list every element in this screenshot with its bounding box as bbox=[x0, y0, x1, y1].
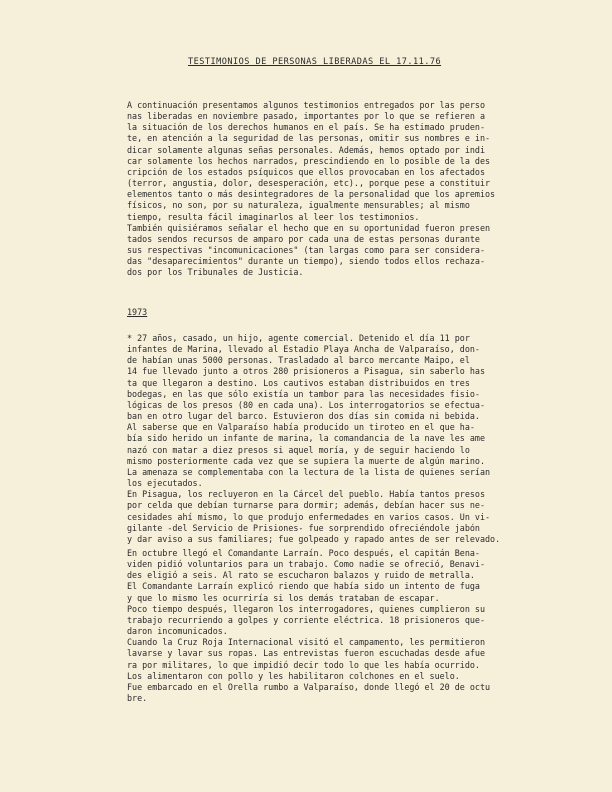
testimony-line: y dar aviso a sus familiares; fue golpeado y rapado antes de ser relevado. bbox=[127, 533, 501, 544]
testimony-line: bía sido herido un infante de marina, la comandancia de la nave les ame bbox=[127, 433, 485, 444]
testimony-line: En octubre llegó el Comandante Larraín. Poco después, el capitán Bena- bbox=[127, 547, 480, 558]
intro-line: nas liberadas en noviembre pasado, importantes por lo que se refieren a bbox=[127, 111, 485, 122]
intro-line: tados sendos recursos de amparo por cada una de estas personas durante bbox=[127, 233, 480, 244]
testimony-line: lavarse y lavar sus ropas. Las entrevistas fueron escuchadas desde afue bbox=[127, 648, 485, 659]
testimony-line: por celda que debían turnarse para dormir; además, debían hacer sus ne- bbox=[127, 500, 485, 511]
intro-line: (terror, angustia, dolor, desesperación, etc)., porque pese a constituir bbox=[127, 178, 491, 189]
testimony-line: Los alimentaron con pollo y les habilitaron colchones en el suelo. bbox=[127, 670, 460, 681]
testimony-line: bre. bbox=[127, 693, 148, 703]
intro-paragraph bbox=[127, 100, 557, 279]
testimony-line: gilante -del Servicio de Prisiones- fue sorprendido ofreciéndole jabón bbox=[127, 522, 480, 533]
testimony-line: cesidades ahí mismo, lo que produjo enfermedades en varios casos. Un vi- bbox=[127, 511, 491, 522]
testimony-line: 14 fue llevado junto a otros 280 prisioneros a Pisagua, sin saberlo has bbox=[127, 366, 485, 377]
testimony-line: de habían unas 5000 personas. Trasladado al barco mercante Maipo, el bbox=[127, 355, 470, 366]
intro-line: A continuación presentamos algunos testimonios entregados por las perso bbox=[127, 100, 485, 110]
testimony-line: Cuando la Cruz Roja Internacional visitó el campamento, les permitieron bbox=[127, 637, 485, 648]
testimony-line: En Pisagua, los recluyeron en la Cárcel del pueblo. Había tantos presos bbox=[127, 489, 485, 500]
intro-line: car solamente los hechos narrados, prescindiendo en lo posible de la des bbox=[127, 155, 491, 166]
testimony-line: Al saberse que en Valparaíso había producido un tiroteo en el que ha- bbox=[127, 422, 475, 433]
intro-line: das "desaparecimientos" durante un tiempo), siendo todos ellos rechaza- bbox=[127, 256, 485, 267]
testimony-line: ta que llegaron a destino. Los cautivos estaban distribuidos en tres bbox=[127, 377, 470, 388]
testimony-line: ra por militares, lo que impidió decir todo lo que les había ocurrido. bbox=[127, 659, 480, 670]
testimony-line: nazó con matar a diez presos si aquel moría, y de seguir haciendo lo bbox=[127, 444, 470, 455]
testimony-line: lógicas de los presos (80 en cada una). Los interrogatorios se efectua- bbox=[127, 399, 485, 410]
testimony-line: y que lo mismo les ocurriría si los demás trataban de escapar. bbox=[127, 592, 440, 603]
intro-line: la situación de los derechos humanos en el país. Se ha estimado pruden- bbox=[127, 122, 485, 133]
testimony-line: * 27 años, casado, un hijo, agente comercial. Detenido el día 11 por bbox=[127, 333, 470, 343]
testimony-paragraph bbox=[127, 333, 557, 704]
document-title: TESTIMONIOS DE PERSONAS LIBERADAS EL 17.11.76 bbox=[188, 57, 442, 67]
testimony-line: ban en otro lugar del barco. Estuvieron dos días sin comida ni bebida. bbox=[127, 411, 480, 422]
testimony-line: viden pidió voluntarios para un trabajo. Como nadie se ofreció, Benavi- bbox=[127, 559, 485, 570]
intro-line: dos por los Tribunales de Justicia. bbox=[127, 267, 304, 278]
testimony-line: infantes de Marina, llevado al Estadio Playa Ancha de Valparaíso, don- bbox=[127, 344, 480, 355]
intro-line: elementos tanto o más desintegradores de la personalidad que los apremios bbox=[127, 189, 496, 200]
intro-line: físicos, no son, por su naturaleza, igualmente mensurables; al mismo bbox=[127, 200, 470, 211]
testimony-line: bodegas, en las que sólo existía un tambor para las necesidades fisio- bbox=[127, 388, 480, 399]
intro-line: te, en atención a la seguridad de las personas, omitir sus nombres e in- bbox=[127, 133, 491, 144]
year-heading: 1973 bbox=[127, 307, 148, 317]
intro-line: tiempo, resulta fácil imaginarlos al leer los testimonios. bbox=[127, 211, 420, 222]
testimony-line: El Comandante Larraín explicó riendo que había sido un intento de fuga bbox=[127, 581, 480, 592]
testimony-line: mismo posteriormente cada vez que se supiera la muerte de algún marino. bbox=[127, 455, 485, 466]
testimony-line: los ejecutados. bbox=[127, 478, 203, 489]
testimony-line: La amenaza se complementaba con la lectura de la lista de quienes serían bbox=[127, 466, 491, 477]
intro-line: sus respectivas "incomunicaciones" (tan largas como para ser considera- bbox=[127, 245, 485, 256]
intro-line: cripción de los estados psíquicos que ellos provocaban en los afectados bbox=[127, 166, 485, 177]
testimony-line: Poco tiempo después, llegaron los interrogadores, quienes cumplieron su bbox=[127, 603, 485, 614]
intro-line: dicar solamente algunas señas personales. Además, hemos optado por indi bbox=[127, 144, 485, 155]
testimony-line: daron incomunicados. bbox=[127, 626, 228, 637]
intro-line: También quisiéramos señalar el hecho que en su oportunidad fueron presen bbox=[127, 222, 491, 233]
testimony-line: Fue embarcado en el Orella rumbo a Valparaíso, donde llegó el 20 de octu bbox=[127, 681, 491, 692]
testimony-line: trabajo recurriendo a golpes y corriente eléctrica. 18 prisioneros que- bbox=[127, 614, 485, 625]
testimony-line: des eligió a seis. Al rato se escucharon balazos y ruido de metralla. bbox=[127, 570, 475, 581]
